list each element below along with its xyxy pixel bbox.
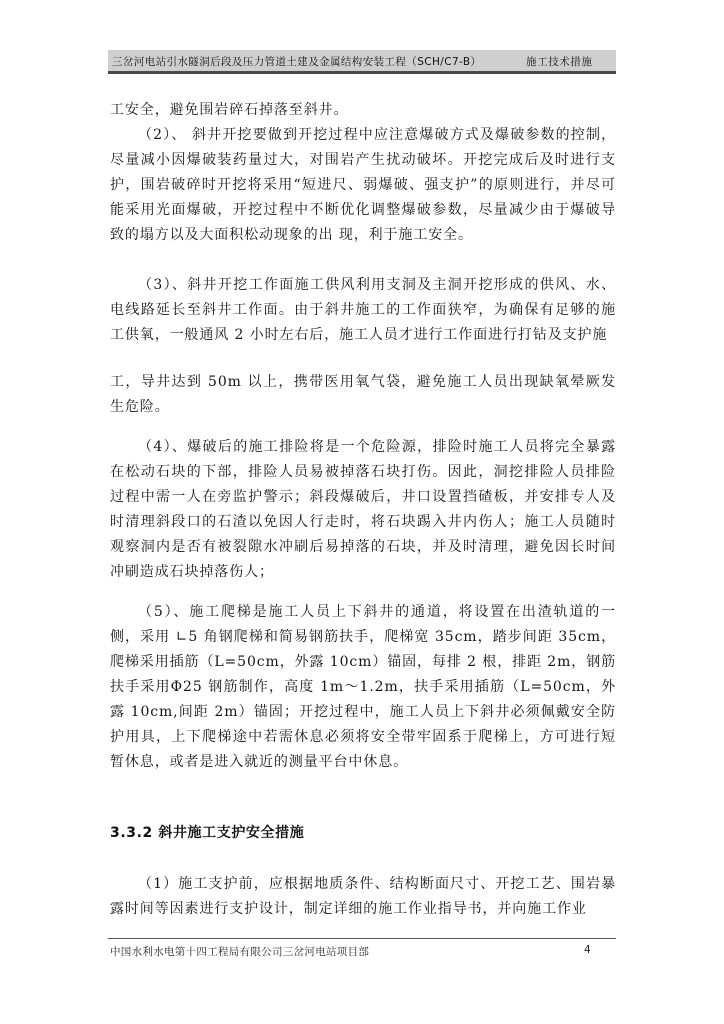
paragraph-3: （3）、斜井开挖工作面施工供风利用支洞及主洞开挖形成的供风、水、电线路延长至斜井工作面。由于斜井施工的工作面狭窄，为确保有足够的施工供氧，一般通风 2 小时左右后，施工人员才进行工作面进行打钻及支护施 [110,277,616,343]
paragraph-6: （5）、施工爬梯是施工人员上下斜井的通道，将设置在出渣轨道的一侧，采用 ∟5 角钢爬梯和简易钢筋扶手，爬梯宽 35cm，踏步间距 35cm，爬梯采用插筋（L=50cm，外露 10cm）锚固，每排 2 根，排距 2m，钢筋扶手采用Φ25 钢筋制作，高度 1m～1.2m，扶手采用插筋（L=50cm，外露 10cm,间距 2m）锚固；开挖过程中，施工人员上下斜井必须佩戴安全防护用具，上下爬梯途中若需休息必须将安全带牢固系于爬梯上，方可进行短暂休息，或者是进入就近的测量平台中休息。 [110,604,616,770]
paragraph-1: 工安全，避免围岩碎石掉落至斜井。 [110,102,349,118]
paragraph-4: 工，导井达到 50m 以上，携带医用氧气袋，避免施工人员出现缺氧晕厥发生危险。 [110,374,616,415]
footer-rule [108,938,616,939]
page-number: 4 [584,944,591,956]
section-heading: 3.3.2 斜井施工支护安全措施 [110,825,305,841]
header-section-label: 施工技术措施 [526,56,593,68]
paragraph-7: （1）施工支护前，应根据地质条件、结构断面尺寸、开挖工艺、围岩暴露时间等因素进行支护设计，制定详细的施工作业指导书，并向施工作业 [110,876,616,917]
footer-organization: 中国水利水电第十四工程局有限公司三岔河电站项目部 [110,946,370,958]
paragraph-2: （2）、 斜井开挖要做到开挖过程中应注意爆破方式及爆破参数的控制，尽量减小因爆破装药量过大，对围岩产生扰动破坏。开挖完成后及时进行支护，围岩破碎时开挖将采用“短进尺、弱爆破、强支护”的原则进行，并尽可能采用光面爆破，开挖过程中不断优化调整爆破参数，尽量减少由于爆破导致的塌方以及大面积松动现象的出 现，利于施工安全。 [110,127,616,243]
paragraph-5: （4）、爆破后的施工排险将是一个危险源，排险时施工人员将完全暴露在松动石块的下部，排险人员易被掉落石块打伤。因此，洞挖排险人员排险过程中需一人在旁监护警示；斜段爆破后，井口设置挡碴板，并安排专人及时清理斜段口的石渣以免因人行走时，将石块踢入井内伤人；施工人员随时观察洞内是否有被裂隙水冲刷后易掉落的石块，并及时清理，避免因长时间冲刷造成石块掉落伤人； [110,439,616,580]
header-title: 三岔河电站引水隧洞后段及压力管道土建及金属结构安装工程（SCH/C7-B） [112,56,482,68]
